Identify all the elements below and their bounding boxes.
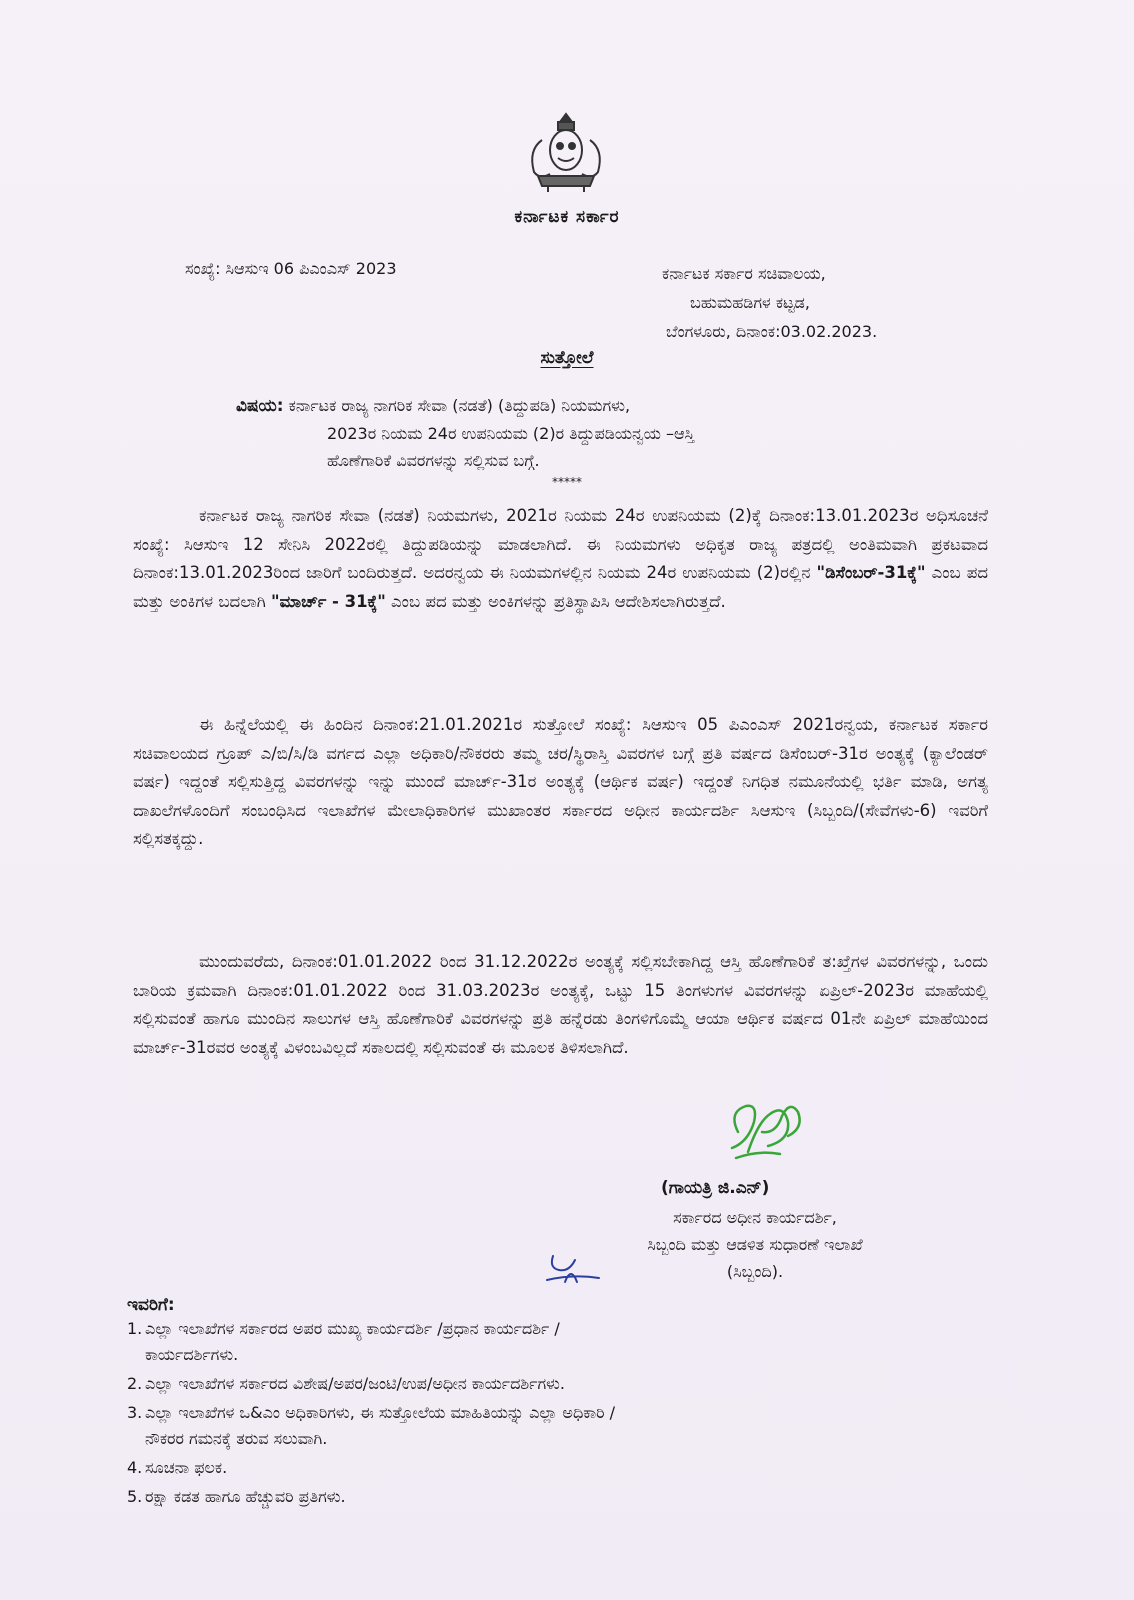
government-title: ಕರ್ನಾಟಕ ಸರ್ಕಾರ	[514, 207, 620, 227]
state-emblem-icon	[518, 110, 614, 196]
paragraph-amendment	[133, 502, 988, 616]
paragraph-3-text: ಮುಂದುವರೆದು, ದಿನಾಂಕ:01.01.2022 ರಿಂದ 31.12.2022ರ ಅಂತ್ಯಕ್ಕೆ ಸಲ್ಲಿಸಬೇಕಾಗಿದ್ದ ಆಸ್ತಿ ಹೊಣೆಗಾರಿಕೆ ತ:ಖ್ತೆಗಳ ವಿವರಗಳನ್ನು, ಒಂದು ಬಾರಿಯ ಕ್ರಮವಾಗಿ ದಿನಾಂಕ:01.01.2022 ರಿಂದ 31.03.2023ರ ಅಂತ್ಯಕ್ಕೆ, ಒಟ್ಟು 15 ತಿಂಗಳುಗಳ ವಿವರಗಳನ್ನು ಏಪ್ರಿಲ್-2023ರ ಮಾಹೆಯಲ್ಲಿ ಸಲ್ಲಿಸುವಂತೆ ಹಾಗೂ ಮುಂದಿನ ಸಾಲುಗಳ ಆಸ್ತಿ ಹೊಣೆಗಾರಿಕೆ ವಿವರಗಳನ್ನು ಪ್ರತಿ ಹನ್ನೆರಡು ತಿಂಗಳಿಗೊಮ್ಮೆ ಆಯಾ ಆರ್ಥಿಕ ವರ್ಷದ 01ನೇ ಏಪ್ರಿಲ್ ಮಾಹೆಯಿಂದ ಮಾರ್ಚ್-31ರವರ ಅಂತ್ಯಕ್ಕೆ ವಿಳಂಬವಿಲ್ಲದೆ ಸಕಾಲದಲ್ಲಿ ಸಲ್ಲಿಸುವಂತೆ ಈ ಮೂಲಕ ತಿಳಿಸಲಾಗಿದೆ.	[133, 952, 988, 1057]
paragraph-1-bold-december: "ಡಿಸೆಂಬರ್-31ಕ್ಕೆ"	[816, 563, 926, 583]
office-line-secretariat: ಕರ್ನಾಟಕ ಸರ್ಕಾರ ಸಚಿವಾಲಯ,	[662, 264, 826, 283]
subject-line-3: ಹೊಣೆಗಾರಿಕೆ ವಿವರಗಳನ್ನು ಸಲ್ಲಿಸುವ ಬಗ್ಗೆ.	[327, 451, 540, 470]
paragraph-1-bold-march: "ಮಾರ್ಚ್ - 31ಕ್ಕೆ"	[270, 591, 386, 611]
paragraph-instructions	[133, 711, 988, 854]
paragraph-1-text-b: ಎಂಬ ಪದ ಮತ್ತು ಅಂಕಿಗಳ ಬದಲಾಗಿ	[133, 563, 988, 611]
signatory-details	[560, 1204, 950, 1285]
signatory-department: ಸಿಬ್ಬಂದಿ ಮತ್ತು ಆಡಳಿತ ಸುಧಾರಣೆ ಇಲಾಖೆ	[647, 1235, 863, 1254]
subject-line-1: ಕರ್ನಾಟಕ ರಾಜ್ಯ ನಾಗರಿಕ ಸೇವಾ (ನಡತೆ) (ತಿದ್ದುಪಡಿ) ನಿಯಮಗಳು,	[288, 396, 631, 415]
subject-label: ವಿಷಯ:	[236, 396, 284, 416]
signatory-designation: ಸರ್ಕಾರದ ಅಧೀನ ಕಾರ್ಯದರ್ಶಿ,	[673, 1208, 837, 1227]
circular-title: ಸುತ್ತೋಲೆ	[540, 348, 594, 368]
signatory-section: (ಸಿಬ್ಬಂದಿ).	[726, 1262, 784, 1281]
list-item: 2. ಎಲ್ಲಾ ಇಲಾಖೆಗಳ ಸರ್ಕಾರದ ವಿಶೇಷ/ಅಪರ/ಜಂಟಿ/ಉಪ/ಅಧೀನ ಕಾರ್ಯದರ್ಶಿಗಳು.	[127, 1374, 565, 1393]
paragraph-2-text: ಈ ಹಿನ್ನೆಲೆಯಲ್ಲಿ ಈ ಹಿಂದಿನ ದಿನಾಂಕ:21.01.2021ರ ಸುತ್ತೋಲೆ ಸಂಖ್ಯೆ: ಸಿಆಸುಇ 05 ಪಿಎಂಎಸ್ 2021ರನ್ವಯ, ಕರ್ನಾಟಕ ಸರ್ಕಾರ ಸಚಿವಾಲಯದ ಗ್ರೂಪ್ ಎ/ಬಿ/ಸಿ/ಡಿ ವರ್ಗದ ಎಲ್ಲಾ ಅಧಿಕಾರಿ/ನೌಕರರು ತಮ್ಮ ಚರ/ಸ್ಥಿರಾಸ್ತಿ ವಿವರಗಳ ಬಗ್ಗೆ ಪ್ರತಿ ವರ್ಷದ ಡಿಸೆಂಬರ್-31ರ ಅಂತ್ಯಕ್ಕೆ (ಕ್ಯಾಲೆಂಡರ್ ವರ್ಷ) ಇದ್ದಂತೆ ಸಲ್ಲಿಸುತ್ತಿದ್ದ ವಿವರಗಳನ್ನು ಇನ್ನು ಮುಂದೆ ಮಾರ್ಚ್-31ರ ಅಂತ್ಯಕ್ಕೆ (ಆರ್ಥಿಕ ವರ್ಷ) ಇದ್ದಂತೆ ನಿಗಧಿತ ನಮೂನೆಯಲ್ಲಿ ಭರ್ತಿ ಮಾಡಿ, ಅಗತ್ಯ ದಾಖಲೆಗಳೊಂದಿಗೆ ಸಂಬಂಧಿಸಿದ ಇಲಾಖೆಗಳ ಮೇಲಾಧಿಕಾರಿಗಳ ಮುಖಾಂತರ ಸರ್ಕಾರದ ಅಧೀನ ಕಾರ್ಯದರ್ಶಿ ಸಿಆಸುಇ (ಸಿಬ್ಬಂದಿ/(ಸೇವೆಗಳು-6) ಇವರಿಗೆ ಸಲ್ಲಿಸತಕ್ಕದ್ದು.	[133, 715, 988, 849]
paragraph-1-text-a: ಕರ್ನಾಟಕ ರಾಜ್ಯ ನಾಗರಿಕ ಸೇವಾ (ನಡತೆ) ನಿಯಮಗಳು, 2021ರ ನಿಯಮ 24ರ ಉಪನಿಯಮ (2)ಕ್ಕೆ ದಿನಾಂಕ:13.01.2023ರ ಅಧಿಸೂಚನೆ ಸಂಖ್ಯೆ: ಸಿಆಸುಇ 12 ಸೇನಿಸಿ 2022ರಲ್ಲಿ ತಿದ್ದುಪಡಿಯನ್ನು ಮಾಡಲಾಗಿದೆ. ಈ ನಿಯಮಗಳು ಅಧಿಕೃತ ರಾಜ್ಯ ಪತ್ರದಲ್ಲಿ ಅಂತಿಮವಾಗಿ ಪ್ರಕಟವಾದ ದಿನಾಂಕ:13.01.2023ರಿಂದ ಜಾರಿಗೆ ಬಂದಿರುತ್ತದೆ. ಅದರನ್ವಯ ಈ ನಿಯಮಗಳಲ್ಲಿನ ನಿಯಮ 24ರ ಉಪನಿಯಮ (2)ರಲ್ಲಿನ	[133, 506, 988, 583]
list-item: 4. ಸೂಚನಾ ಫಲಕ.	[127, 1458, 228, 1477]
office-line-place-date: ಬೆಂಗಳೂರು, ದಿನಾಂಕ:03.02.2023.	[666, 322, 878, 341]
recipients-list	[127, 1316, 887, 1513]
list-item: 5. ರಕ್ಷಾ ಕಡತ ಹಾಗೂ ಹೆಚ್ಚುವರಿ ಪ್ರತಿಗಳು.	[127, 1487, 346, 1506]
office-line-building: ಬಹುಮಹಡಿಗಳ ಕಟ್ಟಡ,	[690, 293, 810, 312]
separator-stars: *****	[552, 475, 582, 489]
subject-block	[236, 392, 936, 474]
reference-number: ಸಂಖ್ಯೆ: ಸಿಆಸುಇ 06 ಪಿಎಂಎಸ್ 2023	[185, 259, 397, 278]
list-item: 3. ಎಲ್ಲಾ ಇಲಾಖೆಗಳ ಒ&ಎಂ ಅಧಿಕಾರಿಗಳು, ಈ ಸುತ್ತೋಲೆಯ ಮಾಹಿತಿಯನ್ನು ಎಲ್ಲಾ ಅಧಿಕಾರಿ / ನೌಕರರ ಗಮನಕ್ಕೆ ತರುವ ಸಲುವಾಗಿ.	[127, 1403, 616, 1448]
signatory-name: (ಗಾಯತ್ರಿ ಜಿ.ಎನ್)	[661, 1178, 770, 1198]
signature-icon	[718, 1092, 808, 1172]
recipients-label: ಇವರಿಗೆ:	[127, 1295, 175, 1315]
paragraph-deadline	[133, 948, 988, 1062]
paragraph-1-text-c: ಎಂಬ ಪದ ಮತ್ತು ಅಂಕಿಗಳನ್ನು ಪ್ರತಿಸ್ಥಾಪಿಸಿ ಆದೇಶಿಸಲಾಗಿರುತ್ತದೆ.	[385, 591, 726, 611]
list-item: 1. ಎಲ್ಲಾ ಇಲಾಖೆಗಳ ಸರ್ಕಾರದ ಅಪರ ಮುಖ್ಯ ಕಾರ್ಯದರ್ಶಿ /ಪ್ರಧಾನ ಕಾರ್ಯದರ್ಶಿ / ಕಾರ್ಯದರ್ಶಿಗಳು.	[127, 1319, 560, 1364]
subject-line-2: 2023ರ ನಿಯಮ 24ರ ಉಪನಿಯಮ (2)ರ ತಿದ್ದುಪಡಿಯನ್ವಯ –ಆಸ್ತಿ	[327, 424, 695, 443]
office-address	[662, 259, 877, 346]
